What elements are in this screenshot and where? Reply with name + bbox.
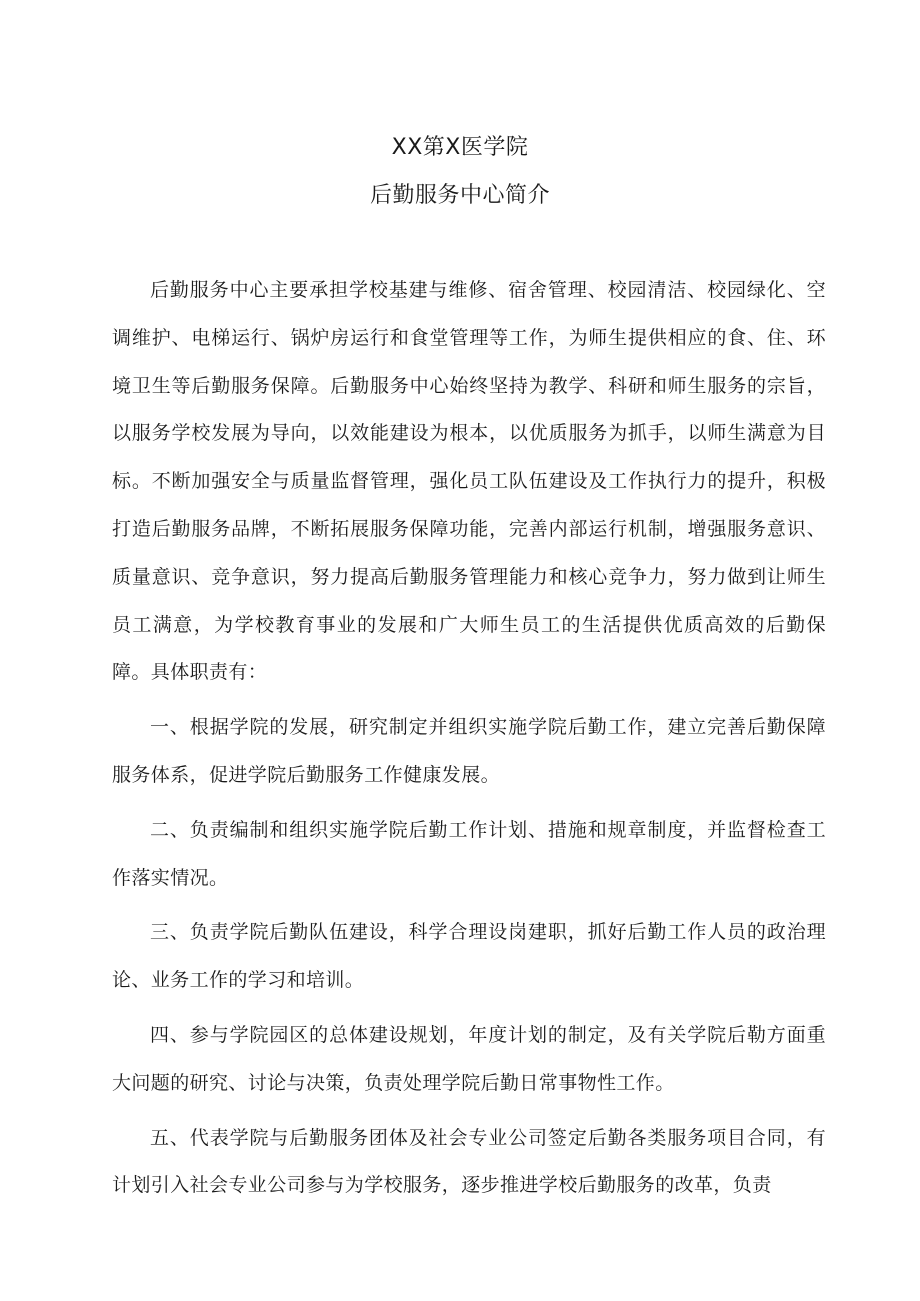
duty-paragraph-5: 五、代表学院与后勤服务团体及社会专业公司签定后勤各类服务项目合同，有计划引入社会专业公司参与为学校服务，逐步推进学校后勤服务的改革，负责 (112, 1126, 826, 1197)
duty-paragraph-2: 二、负责编制和组织实施学院后勤工作计划、措施和规章制度，并监督检查工作落实情况。 (112, 818, 826, 889)
intro-paragraph: 后勤服务中心主要承担学校基建与维修、宿舍管理、校园清洁、校园绿化、空调维护、电梯运行、锅炉房运行和食堂管理等工作，为师生提供相应的食、住、环境卫生等后勤服务保障。后勤服务中心始终坚持为教学、科研和师生服务的宗旨，以服务学校发展为导向，以效能建设为根本，以优质服务为抓手，以师生满意为目标。不断加强安全与质量监督管理，强化员工队伍建设及工作执行力的提升，积极打造后勤服务品牌，不断拓展服务保障功能，完善内部运行机制，增强服务意识、质量意识、竞争意识，努力提高后勤服务管理能力和核心竞争力，努力做到让师生员工满意，为学校教育事业的发展和广大师生员工的生活提供优质高效的后勤保障。具体职责有： (112, 279, 826, 684)
document-body (112, 267, 826, 1210)
document-title: XX第X医学院 (391, 135, 529, 160)
duty-paragraph-4: 四、参与学院园区的总体建设规划，年度计划的制定，及有关学院后勒方面重大问题的研究、讨论与决策，负责处理学院后勤日常事物性工作。 (112, 1023, 826, 1094)
duty-paragraph-3: 三、负责学院后勤队伍建设，科学合理设岗建职，抓好后勤工作人员的政治理论、业务工作的学习和培训。 (112, 921, 826, 992)
duty-paragraph-1: 一、根据学院的发展，研究制定并组织实施学院后勤工作，建立完善后勤保障服务体系，促进学院后勤服务工作健康发展。 (112, 716, 826, 786)
title-block (0, 124, 920, 220)
document-subtitle: 后勤服务中心简介 (369, 183, 550, 208)
